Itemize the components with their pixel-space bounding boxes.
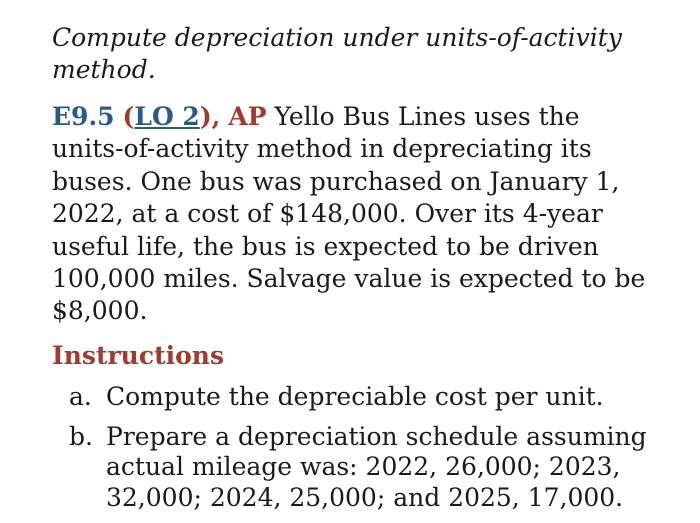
exercise-paragraph <box>52 101 652 328</box>
exercise-subtitle: Compute depreciation under units-of-activity method. <box>52 23 622 84</box>
instruction-item-a <box>69 382 652 413</box>
instruction-letter: a. <box>69 381 92 411</box>
exercise-body: Yello Bus Lines uses the units-of-activity method in depreciating its buses. One bus was purchased on January 1, 2022, at a cost of $148,000. Over its 4-year useful life, the bus is expected to be driven 100,000 miles. Salvage value is expected to be $8,000. <box>52 102 646 326</box>
instruction-item-b <box>69 422 652 514</box>
lo-close-paren: ), <box>199 102 221 131</box>
exercise-number: E9.5 <box>52 102 115 131</box>
learning-objective-link[interactable]: LO 2 <box>134 102 200 131</box>
instruction-letter: b. <box>69 421 93 451</box>
instruction-text: Compute the depreciable cost per unit. <box>106 381 604 411</box>
exercise-page <box>52 22 652 523</box>
instructions-list <box>52 382 652 514</box>
instructions-heading: Instructions <box>52 340 225 370</box>
instruction-text: Prepare a depreciation schedule assuming actual mileage was: 2022, 26,000; 2023, 32,000; 2024, 25,000; and 2025, 17,000. <box>106 421 647 512</box>
ap-label: AP <box>228 102 267 131</box>
lo-open-paren: ( <box>122 102 135 131</box>
